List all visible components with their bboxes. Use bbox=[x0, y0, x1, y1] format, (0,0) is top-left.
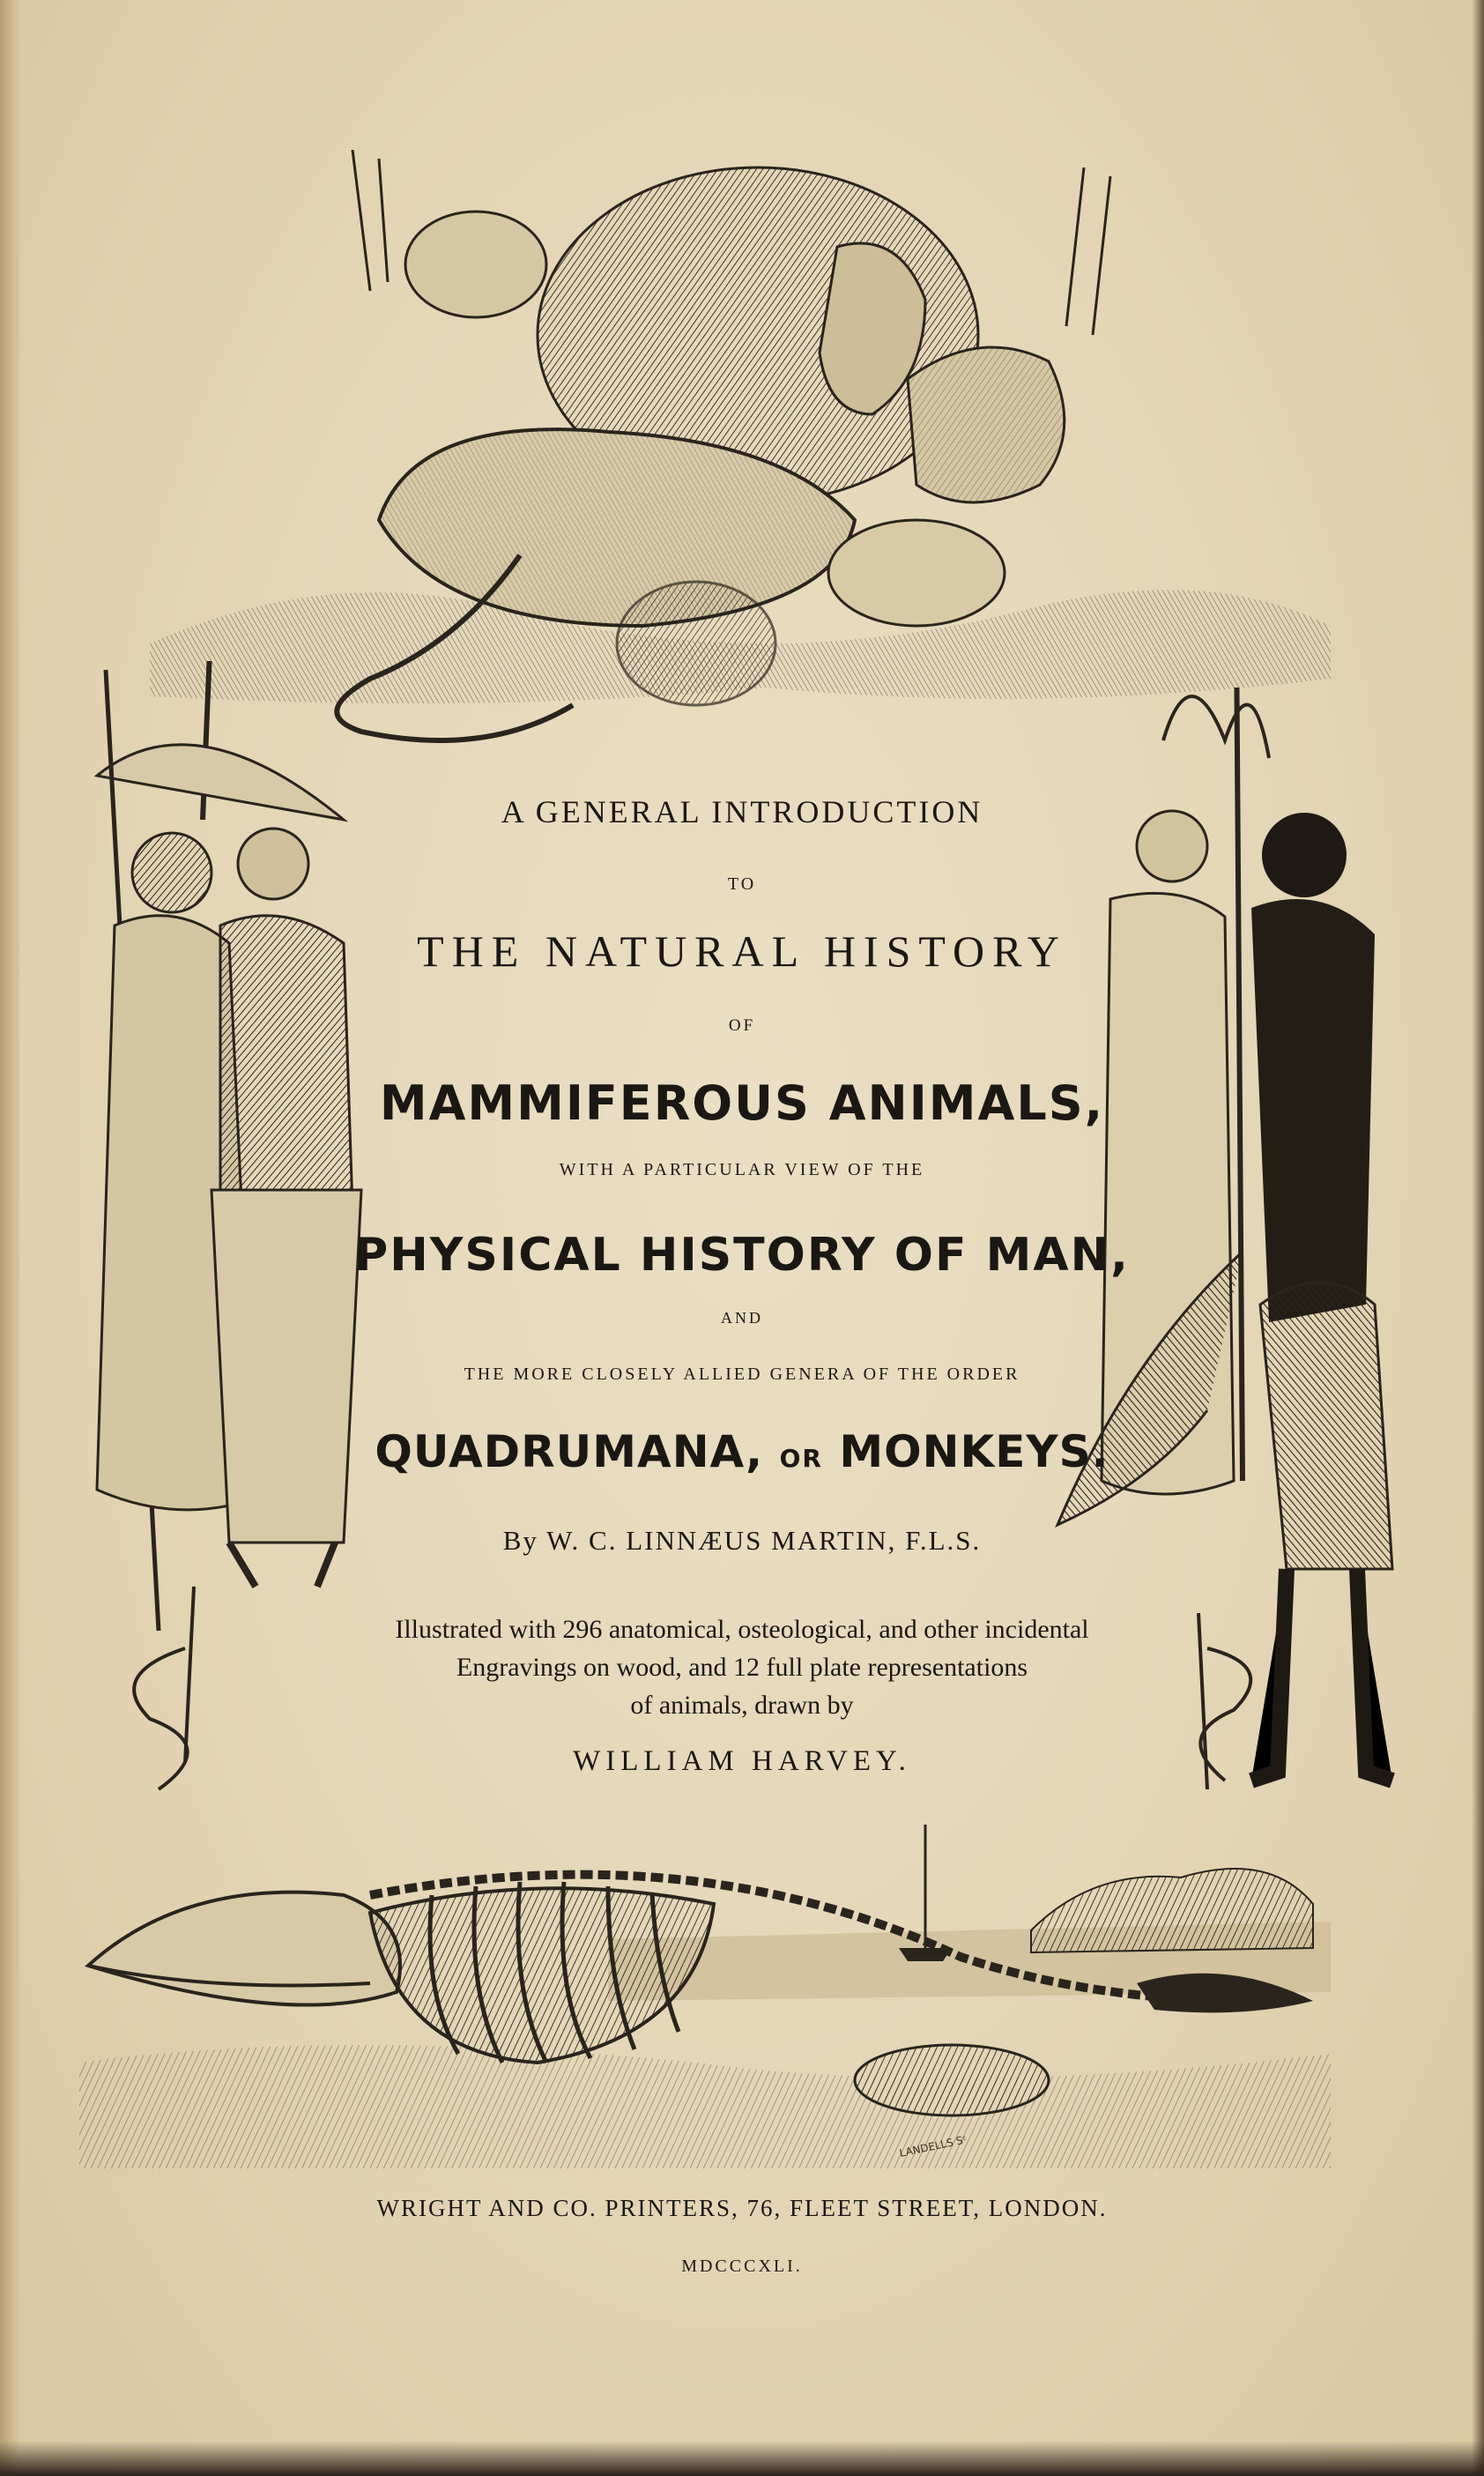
and-line: AND bbox=[721, 1309, 763, 1327]
author-line: By W. C. LINNÆUS MARTIN, F.L.S. bbox=[502, 1525, 982, 1556]
whale-skeleton-engraving bbox=[79, 1798, 1331, 2168]
quadrumana-title bbox=[0, 1426, 1484, 1477]
page-bottom-shadow bbox=[0, 2441, 1484, 2476]
illustrated-line-1: Illustrated with 296 anatomical, osteological, and other incidental bbox=[395, 1615, 1089, 1644]
mammiferous-title: MAMMIFEROUS ANIMALS, bbox=[379, 1075, 1105, 1131]
lion-family-engraving bbox=[150, 150, 1331, 749]
illustrated-line-2: Engravings on wood, and 12 full plate representations bbox=[456, 1653, 1028, 1682]
to-line: TO bbox=[727, 874, 757, 894]
physical-history-title: PHYSICAL HISTORY OF MAN, bbox=[354, 1229, 1130, 1282]
quadrumana-word: QUADRUMANA, bbox=[375, 1426, 764, 1477]
of-line: OF bbox=[728, 1016, 756, 1035]
illustrated-line-3: of animals, drawn by bbox=[630, 1691, 854, 1720]
engraver-signature: LANDELLS Sᶜ bbox=[898, 2133, 968, 2160]
allied-genera-line: THE MORE CLOSELY ALLIED GENERA OF THE ORDER bbox=[464, 1364, 1020, 1384]
or-word: OR bbox=[779, 1444, 823, 1473]
particular-view-line: WITH A PARTICULAR VIEW OF THE bbox=[559, 1160, 925, 1179]
monkeys-word: MONKEYS. bbox=[839, 1426, 1109, 1477]
publication-year: MDCCCXLI. bbox=[681, 2257, 803, 2276]
natural-history-title: THE NATURAL HISTORY bbox=[417, 926, 1067, 976]
illustrator-name: WILLIAM HARVEY. bbox=[573, 1745, 911, 1777]
intro-line: A GENERAL INTRODUCTION bbox=[501, 794, 983, 829]
printer-imprint: WRIGHT AND CO. PRINTERS, 76, FLEET STREET, LONDON. bbox=[376, 2195, 1108, 2221]
